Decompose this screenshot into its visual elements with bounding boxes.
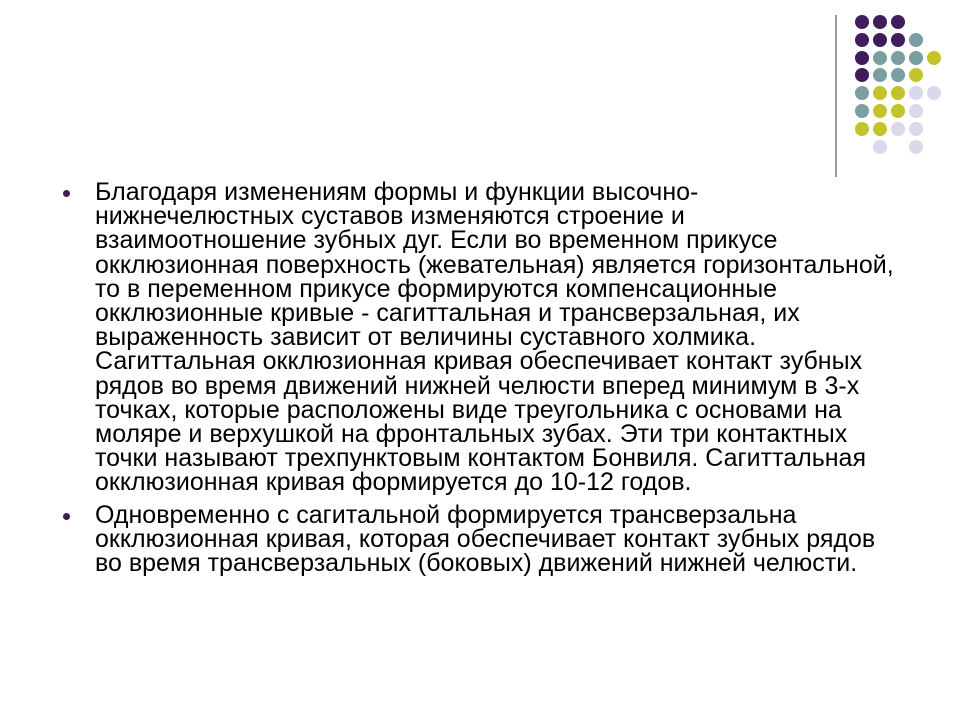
text-line: взаимоотношение зубных дуг. Если во временном прикусе (95, 226, 778, 255)
decor-dot (909, 104, 923, 118)
decor-dot (891, 104, 905, 118)
decor-dot (927, 86, 941, 100)
text-line: нижнечелюстных суставов изменяются строение и (95, 202, 685, 231)
text-line: то в переменном прикусе формируются компенсационные (95, 274, 778, 303)
text-line: во время трансверзальных (боковых) движений нижней челюсти. (95, 549, 858, 578)
decor-dot (891, 33, 905, 47)
decor-dot (855, 68, 869, 82)
dot-grid (0, 0, 960, 180)
decor-dot (873, 140, 887, 154)
text-line: точках, которые расположены виде треугольника с основами на (95, 395, 842, 424)
text-line: Одновременно с сагитальной формируется трансверзальна (95, 501, 797, 529)
decor-dot (909, 140, 923, 154)
decor-dot (891, 122, 905, 136)
decor-dot (873, 86, 887, 100)
decor-dot (909, 51, 923, 65)
decor-dot (873, 15, 887, 29)
text-line: точки называют трехпунктовым контактом Бонвиля. Сагиттальная (95, 444, 866, 473)
decor-dot (855, 15, 869, 29)
text-line: окклюзионная кривая формируется до 10-12 годов. (95, 468, 692, 497)
text-line: рядов во время движений нижней челюсти вперед минимум в 3-х (95, 371, 860, 400)
text-line: окклюзионная кривая, которая обеспечивает контакт зубных рядов (95, 525, 876, 554)
decor-dot (855, 51, 869, 65)
decor-dot (909, 33, 923, 47)
decor-dot (855, 86, 869, 100)
text-line: моляре и верхушкой на фронтальных зубах. Эти три контактных (95, 419, 848, 448)
text-line: выраженность зависит от величины суставного холмика. (95, 323, 757, 352)
decor-dot (855, 33, 869, 47)
text-line: окклюзионная поверхность (жевательная) является горизонтальной, (95, 250, 894, 279)
bullet-dot-icon (63, 513, 70, 520)
text-line: Сагиттальная окклюзионная кривая обеспечивает контакт зубных (95, 347, 863, 376)
decor-dot (927, 51, 941, 65)
decor-dot (909, 122, 923, 136)
decor-dot (891, 15, 905, 29)
decor-dot (891, 86, 905, 100)
text-line: Благодаря изменениям формы и функции высочно- (95, 178, 699, 206)
decor-dot (873, 68, 887, 82)
decor-dot (909, 86, 923, 100)
decor-dot (873, 51, 887, 65)
decor-dot (873, 122, 887, 136)
decor-dot (891, 51, 905, 65)
decor-dot (873, 104, 887, 118)
bullet-item (95, 503, 945, 576)
decor-dot (873, 33, 887, 47)
decor-dot (855, 104, 869, 118)
decor-dot (909, 68, 923, 82)
text-line: окклюзионные кривые - сагиттальная и трансверзальная, их (95, 298, 800, 327)
decor-dot (891, 68, 905, 82)
decor-dot (855, 122, 869, 136)
bullet-item (95, 178, 945, 497)
bullet-dot-icon (63, 190, 70, 197)
